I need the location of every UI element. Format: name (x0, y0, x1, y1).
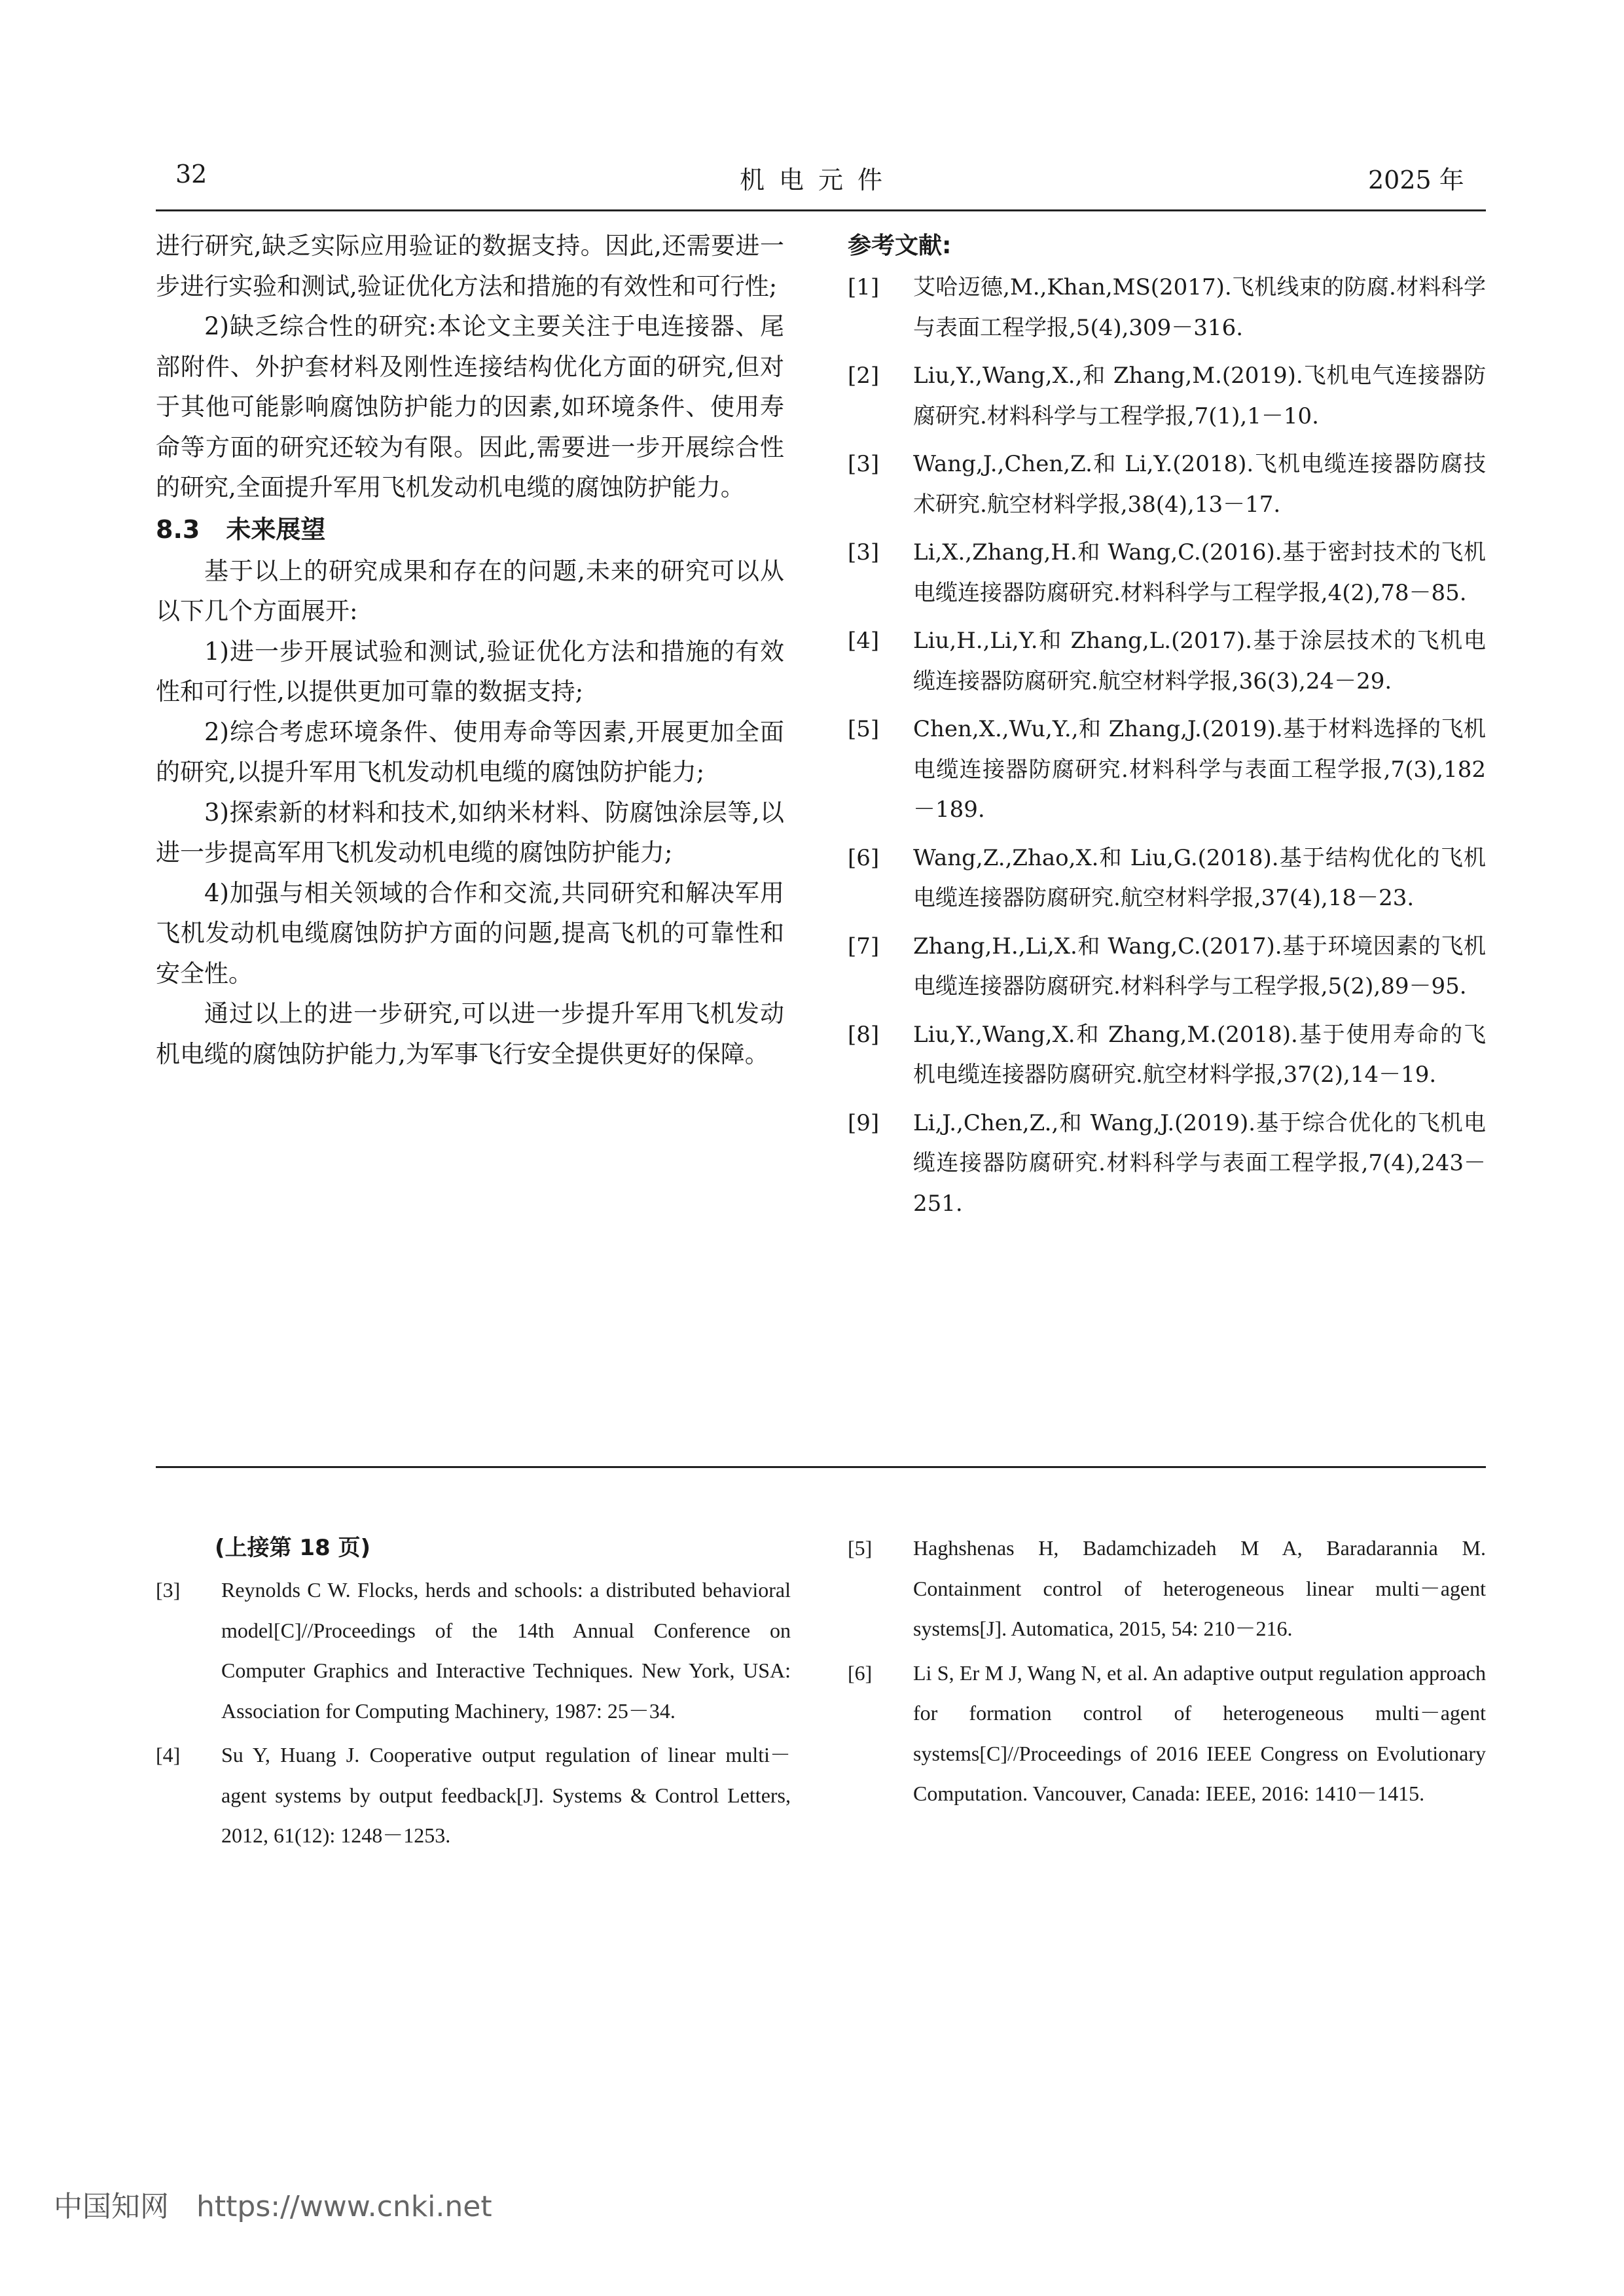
reference-number: [2] (848, 363, 880, 389)
reference-item (848, 709, 1486, 831)
reference-number: [7] (848, 933, 880, 960)
references-column (848, 226, 1486, 1232)
references-heading: 参考文献: (848, 232, 952, 259)
body-paragraph: 1)进一步开展试验和测试,验证优化方法和措施的有效性和可行性,以提供更加可靠的数据支持; (156, 637, 784, 706)
reference-item (848, 356, 1486, 437)
body-paragraph: 通过以上的进一步研究,可以进一步提升军用飞机发动机电缆的腐蚀防护能力,为军事飞行安全提供更好的保障。 (156, 999, 784, 1068)
page-number: 32 (175, 160, 208, 188)
reference-text: Li S, Er M J, Wang N, et al. An adaptive output regulation approach for formation control of heterogeneous multi－agent systems[C]//Proceedings of 2016 IEEE Congress on Evolutionary Computation. Vancouver, Canada: IEEE, 2016: 1410－1415. (913, 1660, 1486, 1805)
reference-item (156, 1735, 791, 1856)
body-paragraph: 4)加强与相关领域的合作和交流,共同研究和解决军用飞机发动机电缆腐蚀防护方面的问题,提高飞机的可靠性和安全性。 (156, 878, 784, 988)
reference-text: Li,X.,Zhang,H.和 Wang,C.(2016).基于密封技术的飞机电缆连接器防腐研究.材料科学与工程学报,4(2),78－85. (913, 539, 1486, 606)
reference-item (848, 533, 1486, 613)
continued-left-column (156, 1528, 791, 1860)
reference-number: [3] (156, 1578, 181, 1602)
reference-item (848, 1528, 1486, 1649)
reference-text: Wang,Z.,Zhao,X.和 Liu,G.(2018).基于结构优化的飞机电缆连接器防腐研究.航空材料学报,37(4),18－23. (913, 844, 1486, 911)
cnki-brand: 中国知网 (54, 2190, 169, 2223)
reference-number: [5] (848, 1536, 873, 1560)
reference-text: Liu,H.,Li,Y.和 Zhang,L.(2017).基于涂层技术的飞机电缆连接器防腐研究.航空材料学报,36(3),24－29. (913, 628, 1486, 694)
cnki-url-link[interactable]: https://www.cnki.net (196, 2190, 492, 2223)
reference-number: [4] (848, 628, 880, 654)
reference-item (848, 268, 1486, 348)
reference-number: [3] (848, 451, 880, 477)
reference-text: Chen,X.,Wu,Y.,和 Zhang,J.(2019).基于材料选择的飞机电缆连接器防腐研究.材料科学与表面工程学报,7(3),182－189. (913, 716, 1486, 823)
reference-item (848, 927, 1486, 1007)
section-title: 未来展望 (226, 514, 326, 544)
reference-text: Wang,J.,Chen,Z.和 Li,Y.(2018).飞机电缆连接器防腐技术研究.航空材料学报,38(4),13－17. (913, 451, 1486, 518)
watermark-footer (54, 2183, 492, 2225)
reference-number: [9] (848, 1109, 880, 1136)
reference-item (848, 621, 1486, 702)
body-paragraph: 进行研究,缺乏实际应用验证的数据支持。因此,还需要进一步进行实验和测试,验证优化方法和措施的有效性和可行性; (156, 232, 784, 300)
reference-item (848, 1015, 1486, 1096)
header-rule (156, 209, 1486, 211)
reference-text: Su Y, Huang J. Cooperative output regulation of linear multi－agent systems by output feedback[J]. Systems & Control Letters, 2012, 61(12): 1248－1253. (221, 1743, 791, 1847)
section-divider-rule (156, 1466, 1486, 1468)
reference-item (848, 1103, 1486, 1225)
continued-label: (上接第 18 页) (215, 1535, 371, 1561)
reference-text: Zhang,H.,Li,X.和 Wang,C.(2017).基于环境因素的飞机电缆连接器防腐研究.材料科学与工程学报,5(2),89－95. (913, 933, 1486, 999)
reference-item (848, 1653, 1486, 1814)
reference-item (848, 444, 1486, 525)
body-paragraph: 基于以上的研究成果和存在的问题,未来的研究可以从以下几个方面展开: (156, 556, 784, 625)
reference-text: Liu,Y.,Wang,X.,和 Zhang,M.(2019).飞机电气连接器防腐研究.材料科学与工程学报,7(1),1－10. (913, 363, 1486, 429)
reference-text: 艾哈迈德,M.,Khan,MS(2017).飞机线束的防腐.材料科学与表面工程学报,5(4),309－316. (913, 274, 1486, 341)
reference-number: [6] (848, 844, 880, 871)
reference-number: [5] (848, 716, 880, 742)
reference-number: [8] (848, 1021, 880, 1048)
continued-right-column (848, 1528, 1486, 1818)
reference-item (848, 838, 1486, 919)
reference-text: Liu,Y.,Wang,X.和 Zhang,M.(2018).基于使用寿命的飞机电缆连接器防腐研究.航空材料学报,37(2),14－19. (913, 1021, 1486, 1088)
reference-number: [1] (848, 274, 880, 300)
reference-number: [3] (848, 539, 880, 565)
issue-year: 2025 年 (1368, 166, 1464, 194)
reference-text: Haghshenas H, Badamchizadeh M A, Baradarannia M. Containment control of heterogeneous linear multi－agent systems[J]. Automatica, 2015, 54: 210－216. (913, 1536, 1486, 1640)
section-heading (156, 509, 784, 550)
body-paragraph: 2)缺乏综合性的研究:本论文主要关注于电连接器、尾部附件、外护套材料及刚性连接结构优化方面的研究,但对于其他可能影响腐蚀防护能力的因素,如环境条件、使用寿命等方面的研究还较为有限。因此,需要进一步开展综合性的研究,全面提升军用飞机发动机电缆的腐蚀防护能力。 (156, 312, 784, 501)
reference-text: Reynolds C W. Flocks, herds and schools: a distributed behavioral model[C]//Proceedings of the 14th Annual Conference on Computer Graphics and Interactive Techniques. New York, USA: Association for Computing Machinery, 1987: 25－34. (221, 1578, 791, 1723)
section-number: 8.3 (156, 514, 200, 544)
reference-number: [4] (156, 1743, 181, 1767)
body-paragraph: 2)综合考虑环境条件、使用寿命等因素,开展更加全面的研究,以提升军用飞机发动机电缆的腐蚀防护能力; (156, 717, 784, 786)
reference-number: [6] (848, 1660, 873, 1685)
reference-text: Li,J.,Chen,Z.,和 Wang,J.(2019).基于综合优化的飞机电缆连接器防腐研究.材料科学与表面工程学报,7(4),243－251. (913, 1109, 1486, 1217)
journal-title: 机电元件 (740, 166, 897, 194)
body-paragraph: 3)探索新的材料和技术,如纳米材料、防腐蚀涂层等,以进一步提高军用飞机发动机电缆的腐蚀防护能力; (156, 798, 784, 867)
reference-item (156, 1570, 791, 1731)
body-left-column (156, 226, 784, 1074)
